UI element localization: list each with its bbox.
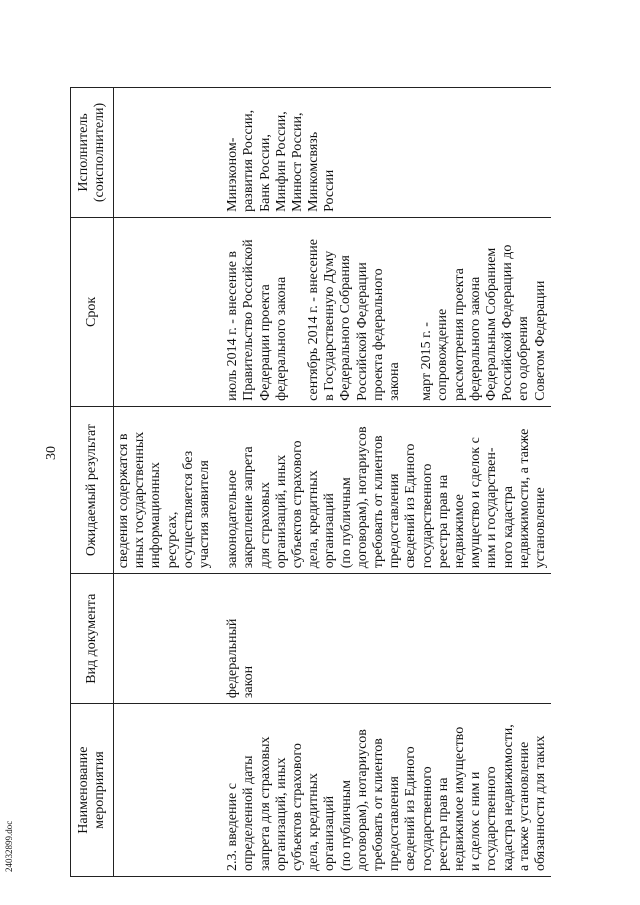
row1-executor (114, 88, 216, 218)
header-doctype: Вид документа (71, 574, 114, 704)
header-deadline: Срок (71, 217, 114, 406)
table-row (114, 88, 216, 877)
row1-result: сведения содержатся в иных государственных информационных ресурсах, осуществляется без участия заявителя (114, 406, 216, 573)
row2-name: 2.3. введение с определенной даты запрета для страховых организаций, иных субъектов страхового дела, кредитных организаций (по публичным договорам), нотариусов требовать от клиентов предоставления сведений из Единого государственного реестра прав на недвижимое имущество и сделок с ним и государственного кадастра недвижимости, а также установление обязанности для таких (215, 704, 551, 877)
table-header-row (71, 88, 114, 877)
document-code: 24032899.doc (4, 820, 14, 872)
row2-deadline: июль 2014 г. - внесение в Правительство Российской Федерации проекта федерального закона сентябрь 2014 г. - внесение в Государственную Думу Федерального Собрания Российской Федерации проекта федерального закона март 2015 г. - сопровождение рассмотрения проекта федерального закона Федеральным Собранием Российской Федерации до его одобрения Советом Федерации (215, 217, 551, 406)
header-result: Ожидаемый результат (71, 406, 114, 573)
row1-name (114, 704, 216, 877)
table-row (215, 88, 551, 877)
row1-deadline (114, 217, 216, 406)
header-executor: Исполнитель (соисполнители) (71, 88, 114, 218)
row2-result: законодательное закрепление запрета для страховых организаций, иных субъектов страхового дела, кредитных организаций (по публичным договорам), нотариусов требовать от клиентов предоставления сведений из Единого государственного реестра прав на недвижимое имущество и сделок с ним и государствен- ного кадастра недвижимости, а также установление (215, 406, 551, 573)
header-name: Наименование мероприятия (71, 704, 114, 877)
page-number: 30 (44, 446, 59, 460)
row2-doctype: федеральный закон (215, 574, 551, 704)
row1-doctype (114, 574, 216, 704)
rotated-table-container (70, 87, 565, 877)
row2-executor: Минэконом- развития России, Банк России, Минфин России, Минюст России, Минкомсвязь России (215, 88, 551, 218)
measures-table (70, 87, 551, 877)
